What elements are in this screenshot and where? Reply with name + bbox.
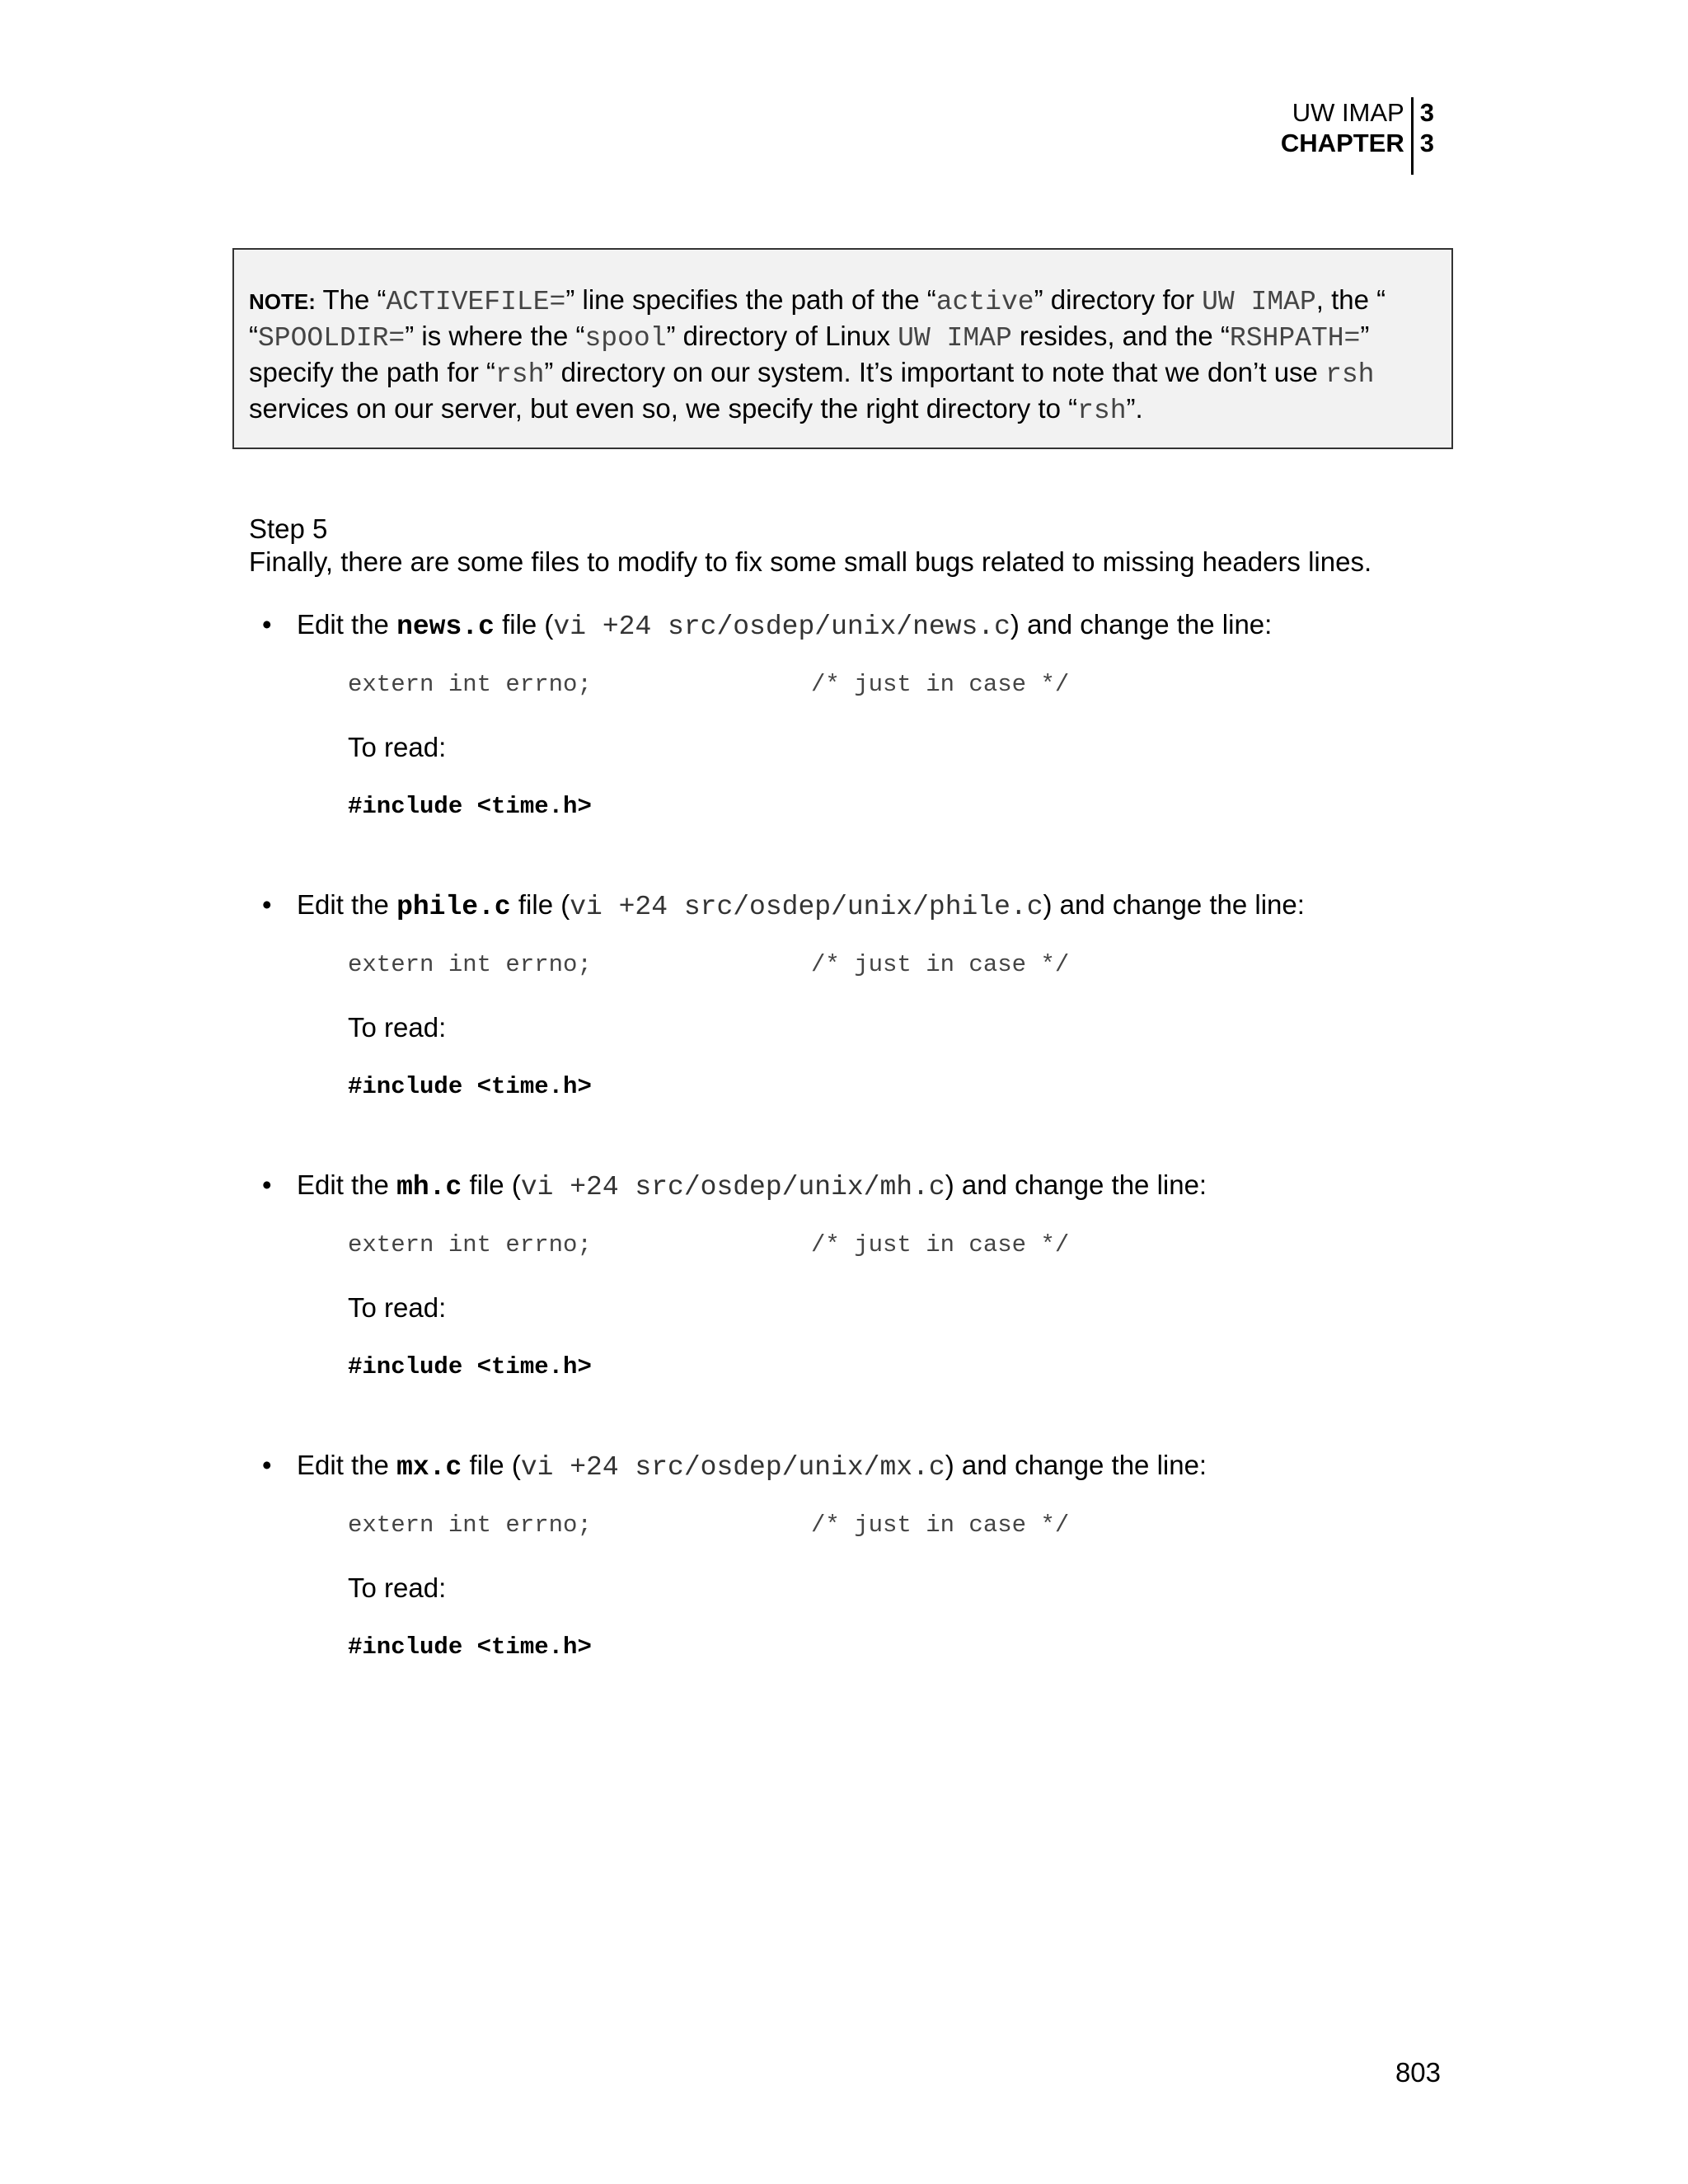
- note-code: rsh: [1325, 359, 1375, 390]
- item-text: Edit the: [297, 1450, 397, 1480]
- to-read-label: To read:: [348, 1292, 447, 1323]
- item-text: ) and change the line:: [945, 1169, 1207, 1200]
- note-text: ” directory for: [1034, 284, 1203, 315]
- note-text: ” directory of Linux: [666, 321, 898, 351]
- old-code-comment: /* just in case */: [811, 1231, 1070, 1258]
- command: vi +24 src/osdep/unix/phile.c: [570, 892, 1043, 922]
- note-code: active: [935, 287, 1034, 317]
- old-code: extern int errno;: [348, 671, 592, 698]
- note-text: The “: [315, 284, 387, 315]
- note-text: , the “: [1315, 284, 1386, 315]
- new-code-line: #include <time.h>: [348, 793, 592, 820]
- old-code: extern int errno;: [348, 951, 592, 978]
- note-text: ” is where the “: [405, 321, 585, 351]
- to-read-label: To read:: [348, 732, 447, 762]
- note-box: [232, 248, 1453, 449]
- file-name: news.c: [396, 612, 495, 642]
- old-code-comment: /* just in case */: [811, 671, 1070, 698]
- note-text: ”.: [1126, 393, 1143, 424]
- item-text: ) and change the line:: [1043, 889, 1305, 920]
- list-item: [262, 888, 1492, 1100]
- note-text: services on our server, but even so, we specify the right directory to “: [249, 393, 1078, 424]
- list-item: [262, 1449, 1492, 1661]
- old-code-line: [348, 671, 1070, 698]
- item-text: file (: [462, 1450, 521, 1480]
- running-header: [1281, 97, 1434, 175]
- part-number: 3: [1419, 98, 1434, 127]
- note-text: ” directory on our system. It’s important to note that we don’t use: [544, 357, 1326, 387]
- note-code: rsh: [1077, 396, 1127, 426]
- to-read-label: To read:: [348, 1572, 447, 1603]
- old-code-line: [348, 1511, 1070, 1539]
- note-text: “: [249, 321, 258, 351]
- to-read-label: To read:: [348, 1012, 447, 1043]
- step-title: Step 5: [249, 513, 328, 544]
- old-code: extern int errno;: [348, 1511, 592, 1539]
- bullet: •: [262, 1450, 272, 1480]
- note-code: rsh: [495, 359, 545, 390]
- item-text: ) and change the line:: [1010, 609, 1273, 640]
- note-code: UW IMAP: [898, 323, 1012, 354]
- item-instruction: [297, 1169, 1492, 1204]
- old-code: extern int errno;: [348, 1231, 592, 1258]
- list-item: [262, 608, 1492, 820]
- old-code-line: [348, 951, 1070, 978]
- item-text: ) and change the line:: [945, 1450, 1207, 1480]
- item-instruction: [297, 888, 1492, 924]
- command: vi +24 src/osdep/unix/mh.c: [520, 1172, 945, 1202]
- item-text: file (: [462, 1169, 521, 1200]
- item-text: file (: [494, 609, 554, 640]
- note-code: RSHPATH=: [1229, 323, 1361, 354]
- old-code-line: [348, 1231, 1070, 1258]
- file-name: phile.c: [396, 892, 511, 922]
- new-code-line: #include <time.h>: [348, 1633, 592, 1661]
- step-section: [249, 513, 1485, 579]
- note-text: specify the path for “: [249, 357, 495, 387]
- note-code: UW IMAP: [1202, 287, 1316, 317]
- item-text: file (: [510, 889, 570, 920]
- command: vi +24 src/osdep/unix/mx.c: [520, 1452, 945, 1483]
- command: vi +24 src/osdep/unix/news.c: [553, 612, 1010, 642]
- book-title: UW IMAP: [1292, 98, 1404, 127]
- note-text: ” line specifies the path of the “: [565, 284, 936, 315]
- item-instruction: [297, 1449, 1492, 1484]
- chapter-number: 3: [1419, 129, 1434, 157]
- old-code-comment: /* just in case */: [811, 951, 1070, 978]
- note-text: ”: [1360, 321, 1370, 351]
- page-number: 803: [1395, 2057, 1441, 2088]
- note-text: resides, and the “: [1011, 321, 1230, 351]
- bullet: •: [262, 609, 272, 640]
- item-text: Edit the: [297, 1169, 397, 1200]
- item-instruction: [297, 608, 1492, 644]
- running-header-labels: [1281, 97, 1414, 175]
- file-name: mh.c: [396, 1172, 462, 1202]
- step-intro: Finally, there are some files to modify to fix some small bugs related to missing headers lines.: [249, 546, 1372, 577]
- note-code: spool: [584, 323, 667, 354]
- note-code: SPOOLDIR=: [258, 323, 406, 354]
- note-label: NOTE:: [249, 289, 316, 314]
- list-item: [262, 1169, 1492, 1380]
- new-code-line: #include <time.h>: [348, 1353, 592, 1380]
- note-code: ACTIVEFILE=: [386, 287, 566, 317]
- running-header-numbers: [1414, 97, 1434, 175]
- bullet: •: [262, 889, 272, 920]
- file-name: mx.c: [396, 1452, 462, 1483]
- item-text: Edit the: [297, 609, 397, 640]
- chapter-label: CHAPTER: [1280, 129, 1404, 157]
- item-text: Edit the: [297, 889, 397, 920]
- old-code-comment: /* just in case */: [811, 1511, 1070, 1539]
- new-code-line: #include <time.h>: [348, 1073, 592, 1100]
- bullet: •: [262, 1169, 272, 1200]
